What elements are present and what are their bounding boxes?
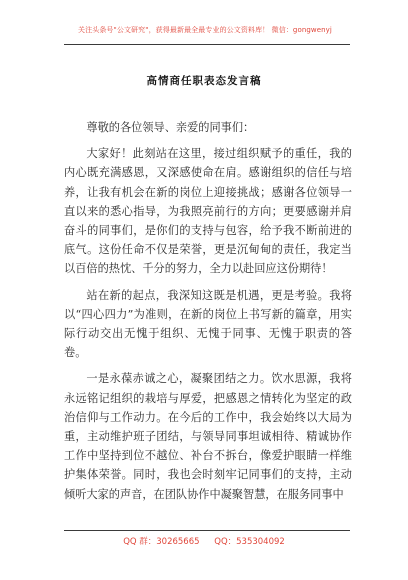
document-title: 高情商任职表态发言稿 (146, 75, 262, 87)
header-note: 关注头条号"公文研究"，获得最新最全最专业的公文资料库！ 微信：gongwenyj (78, 26, 332, 34)
paragraph-new-start: 站在新的起点，我深知这既是机遇，更是考验。我将以“四心四力”为准则，在新的岗位上书写新的篇章，用实际行动交出无愧于组织、无愧于同事、无愧于职责的答卷。 (64, 288, 352, 360)
footer-qq: QQ：535304092 (214, 537, 285, 547)
paragraph-opening: 大家好！此刻站在这里，接过组织赋予的重任，我的内心既充满感恩，又深感使命在肩。感谢组织的信任与培养，让我有机会在新的岗位上迎接挑战；感谢各位领导一直以来的悉心指导，为我照亮前行的方向；更要感谢并肩奋斗的同事们，是你们的支持与包容，给予我不断前进的底气。这份任命不仅是荣誉，更是沉甸甸的责任，我定当以百倍的热忱、千分的努力，全力以赴回应这份期待！ (64, 147, 352, 276)
footer-divider (64, 530, 350, 531)
paragraph-point-one: 一是永葆赤诚之心，凝聚团结之力。饮水思源，我将永远铭记组织的栽培与厚爱，把感恩之情转化为坚定的政治信仰与工作动力。在今后的工作中，我会始终以大局为重，主动维护班子团结，与领导同事坦诚相待、精诚协作工作中坚持到位不越位、补台不拆台，像爱护眼睛一样维护集体荣誉。同时，我也会时刻牢记同事们的支持，主动倾听大家的声音，在团队协作中凝聚智慧，在服务同事中 (64, 372, 352, 501)
header-divider (64, 44, 350, 45)
footer-contact (0, 535, 408, 547)
document-body (64, 118, 352, 504)
footer-qq-group: QQ 群：30265665 (123, 537, 200, 547)
salutation: 尊敬的各位领导、亲爱的同事们： (86, 121, 255, 134)
